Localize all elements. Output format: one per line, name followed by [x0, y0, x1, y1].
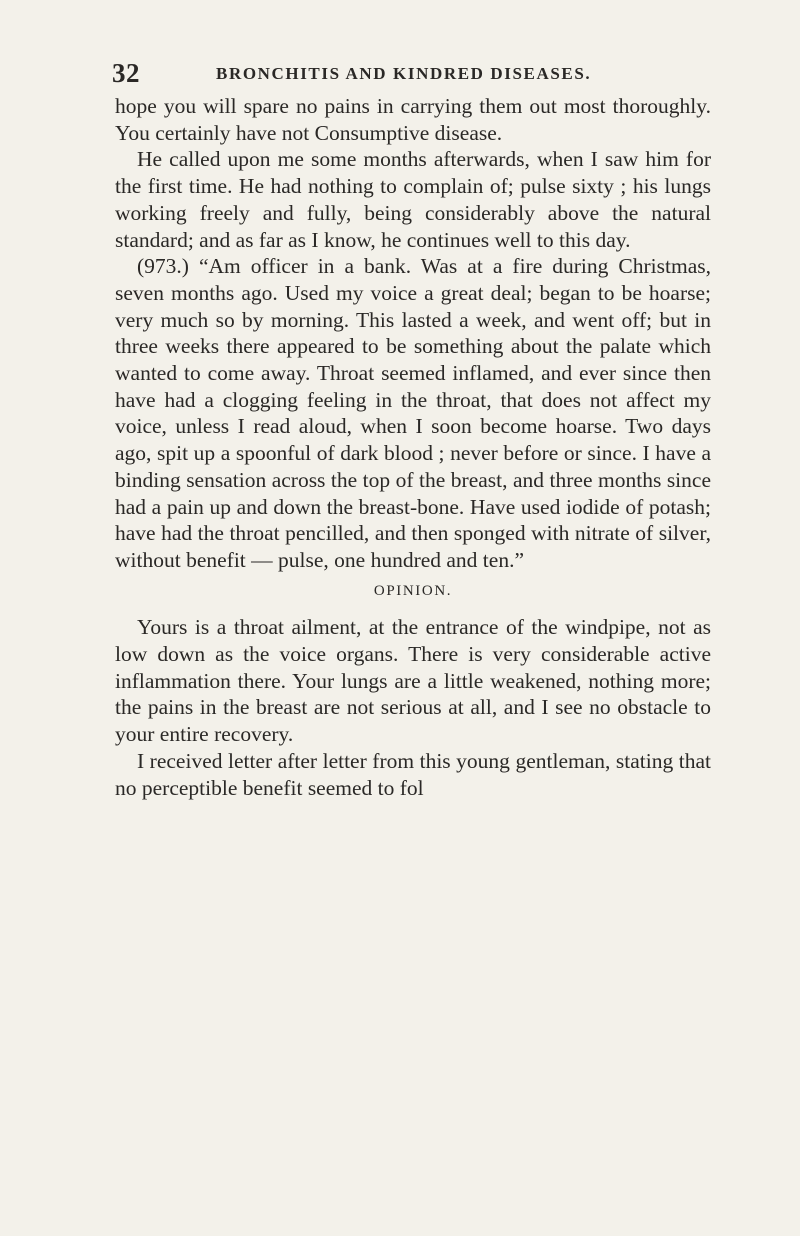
running-head: [112, 58, 712, 88]
paragraph-continuation: hope you will spare no pains in carrying them out most thoroughly. You certainly have not Consumptive disease.: [115, 94, 711, 145]
opinion-heading: OPINION.: [373, 582, 453, 599]
case-973-paragraph: (973.) “Am officer in a bank. Was at a fire during Christmas, seven months ago. Used my voice a great deal; began to be hoarse; very much so by morning. This lasted a week, and went off; but in three weeks there appeared to be something about the palate which wanted to come away. Throat seemed inflamed, and ever since then have had a clogging feeling in the throat, that does not affect my voice, unless I read aloud, when I soon become hoarse. Two days ago, spit up a spoonful of dark blood ; never before or since. I have a binding sensation across the top of the breast, and three months since had a pain up and down the breast-bone. Have used iodide of potash; have had the throat pencilled, and then sponged with nitrate of silver, without benefit — pulse, one hundred and ten.”: [115, 254, 711, 572]
opinion-paragraph: Yours is a throat ailment, at the entrance of the windpipe, not as low down as the voice organs. There is very considerable active inflammation there. Your lungs are a little weakened, nothing more; the pains in the breast are not serious at all, and I see no obstacle to your entire recovery.: [115, 615, 711, 747]
paragraph: I received letter after letter from this young gentleman, stating that no perceptible benefit seemed to fol: [115, 748, 711, 800]
page-number: 32: [112, 58, 140, 88]
body-text: [115, 93, 711, 801]
paragraph: He called upon me some months afterwards, when I saw him for the first time. He had nothing to complain of; pulse sixty ; his lungs working freely and fully, being considerably above the natural standard; and as far as I know, he continues well to this day.: [115, 147, 711, 252]
running-title: BRONCHITIS AND KINDRED DISEASES.: [216, 64, 592, 83]
